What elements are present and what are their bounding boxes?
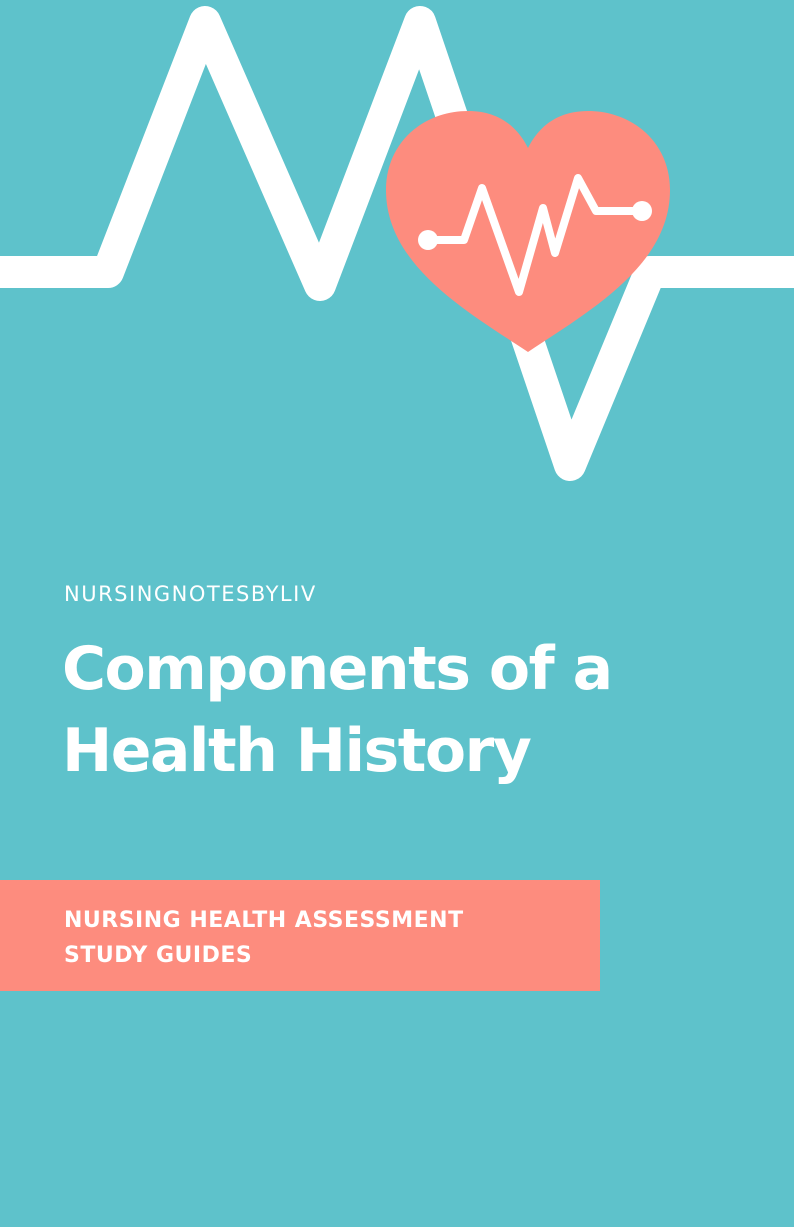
title-line-1: Components of a [62,634,612,704]
title-line-2: Health History [62,716,531,786]
subtitle-line-2: STUDY GUIDES [64,943,253,968]
author-name: NURSINGNOTESBYLIV [64,582,317,606]
cover-subtitle [64,903,464,973]
heartbeat-line-graphic [0,0,794,520]
cover-title [62,628,612,792]
subtitle-line-1: NURSING HEALTH ASSESSMENT [64,908,464,933]
ecg-line [0,22,794,465]
